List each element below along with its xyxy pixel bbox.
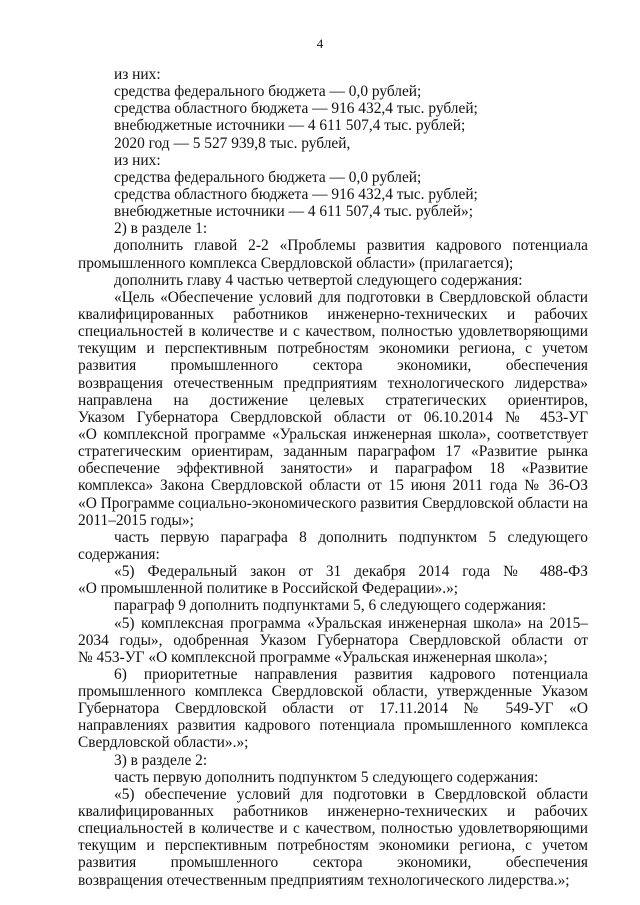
- text-line: № 453-УГ «О комплексной программе «Уральская инженерная школа»;: [78, 648, 548, 666]
- text-line: дополнить главой 2-2 «Проблемы развития кадрового потенциала: [114, 237, 588, 255]
- text-line: квалифицированных работников инженерно-технических и рабочих: [78, 305, 588, 323]
- text-line: 2034 годы», одобренная Указом Губернатора Свердловской области от: [78, 631, 588, 649]
- text-line: возвращения отечественным предприятиям технологического лидерства.»;: [78, 871, 570, 889]
- text-line: Указом Губернатора Свердловской области от 06.10.2014 № 453-УГ: [78, 408, 588, 426]
- text-line: «О промышленной политике в Российской Федерации».»;: [78, 580, 459, 598]
- text-line: содержания:: [78, 545, 160, 563]
- text-line: промышленного комплекса Свердловской области» (прилагается);: [78, 254, 514, 272]
- text-line: направлена на достижение целевых стратегических ориентиров,: [78, 391, 588, 409]
- text-line: 6) приоритетные направления развития кадрового потенциала: [114, 665, 588, 683]
- text-line: квалифицированных работников инженерно-технических и рабочих: [78, 803, 588, 821]
- text-line: внебюджетные источники — 4 611 507,4 тыс. рублей;: [114, 117, 466, 135]
- text-line: из них:: [114, 151, 161, 169]
- text-line: «О Программе социально-экономического развития Свердловской области на: [78, 494, 588, 512]
- text-line: 3) в разделе 2:: [114, 751, 208, 769]
- text-line: из них:: [114, 66, 161, 83]
- text-line: параграф 9 дополнить подпунктами 5, 6 следующего содержания:: [114, 597, 547, 615]
- text-line: специальностей в количестве и с качеством, полностью удовлетворяющими: [78, 820, 588, 838]
- text-line: «5) обеспечение условий для подготовки в Свердловской области: [114, 785, 588, 803]
- text-line: 2020 год — 5 527 939,8 тыс. рублей,: [114, 134, 351, 152]
- text-line: Губернатора Свердловской области от 17.11.2014 № 549-УГ «О: [78, 700, 588, 718]
- text-line: Свердловской области».»;: [78, 734, 249, 752]
- text-line: 2) в разделе 1:: [114, 220, 208, 238]
- text-line: развития промышленного сектора экономики, обеспечения: [78, 854, 588, 872]
- text-line: дополнить главу 4 частью четвертой следующего содержания:: [114, 271, 523, 289]
- text-line: средства областного бюджета — 916 432,4 тыс. рублей;: [114, 100, 478, 118]
- text-line: средства областного бюджета — 916 432,4 тыс. рублей;: [114, 185, 478, 203]
- text-line: промышленного комплекса Свердловской области, утвержденные Указом: [78, 683, 588, 701]
- text-line: «О комплексной программе «Уральская инженерная школа», соответствует: [78, 425, 588, 443]
- text-line: средства федерального бюджета — 0,0 рублей;: [114, 83, 422, 101]
- text-line: текущим и перспективным потребностям экономики региона, с учетом: [78, 340, 588, 358]
- text-line: комплекса» Закона Свердловской области от 15 июня 2011 года № 36-ОЗ: [78, 477, 588, 495]
- text-line: стратегическим ориентирам, заданным параграфом 17 «Развитие рынка: [78, 443, 588, 461]
- text-line: «5) Федеральный закон от 31 декабря 2014 года № 488-ФЗ: [114, 563, 588, 581]
- text-line: 2011–2015 годы»;: [78, 511, 194, 529]
- text-line: «Цель «Обеспечение условий для подготовки в Свердловской области: [114, 288, 588, 306]
- text-line: развития промышленного сектора экономики, обеспечения: [78, 357, 588, 375]
- text-line: текущим и перспективным потребностям экономики региона, с учетом: [78, 837, 588, 855]
- text-line: обеспечение эффективной занятости» и параграфом 18 «Развитие: [78, 460, 588, 478]
- page-number: 4: [316, 36, 324, 51]
- text-line: специальностей в количестве и с качеством, полностью удовлетворяющими: [78, 323, 588, 341]
- document-body: [78, 66, 588, 889]
- text-line: направлениях развития кадрового потенциала промышленного комплекса: [78, 717, 588, 735]
- text-line: внебюджетные источники — 4 611 507,4 тыс. рублей»;: [114, 203, 473, 221]
- text-line: часть первую дополнить подпунктом 5 следующего содержания:: [114, 768, 539, 786]
- text-line: средства федерального бюджета — 0,0 рублей;: [114, 168, 422, 186]
- text-line: возвращения отечественным предприятиям технологического лидерства»: [78, 374, 588, 392]
- text-line: часть первую параграфа 8 дополнить подпунктом 5 следующего: [114, 528, 588, 546]
- text-line: «5) комплексная программа «Уральская инженерная школа» на 2015–: [114, 614, 588, 632]
